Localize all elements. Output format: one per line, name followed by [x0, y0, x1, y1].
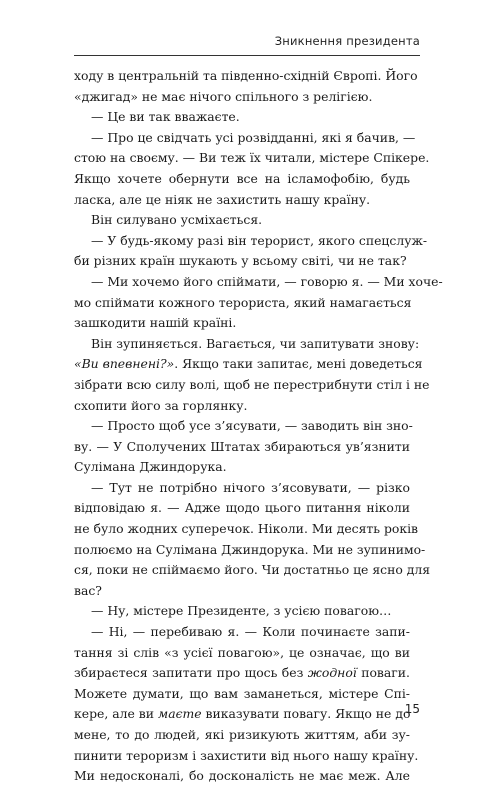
- header-rule: [74, 55, 420, 56]
- text-line: — Це ви так вважаєте.: [91, 109, 240, 125]
- text-line: — Тут не потрібно нічого з’ясовувати, — різко: [91, 479, 410, 495]
- text-line: Можете думати, що вам заманеться, містере Спі-: [74, 685, 410, 701]
- text-line: ву. — У Сполучених Штатах збираються ув’язнити: [74, 438, 410, 454]
- text-line: збираєтеся запитати про щось без жодної поваги.: [74, 665, 410, 681]
- page-number: 15: [404, 702, 420, 716]
- text-line: зашкодити нашій країні.: [74, 315, 237, 331]
- text-line: — Ми хочемо його спіймати, — говорю я. — Ми хоче-: [91, 273, 443, 289]
- text-line: ласка, але це ніяк не захистить нашу країну.: [74, 191, 371, 207]
- text-line: ходу в центральній та південно-східній Європі. Його: [74, 68, 418, 83]
- text-line: «Ви впевнені?». Якщо таки запитає, мені доведеться: [74, 356, 423, 372]
- text-line: полюємо на Сулімана Джиндорука. Ми не зупинимо-: [74, 541, 426, 557]
- text-line: «джигад» не має нічого спільного з релігією.: [74, 88, 373, 104]
- text-line: — Ні, — перебиваю я. — Коли починаєте запи-: [91, 624, 410, 640]
- text-line: Він зупиняється. Вагається, чи запитувати знову:: [91, 335, 420, 351]
- text-line: ся, поки не спіймаємо його. Чи достатньо це ясно для: [74, 562, 431, 578]
- text-line: схопити його за горлянку.: [74, 397, 248, 413]
- text-line: вас?: [74, 582, 102, 598]
- running-head: Зникнення президента: [274, 34, 420, 48]
- text-line: тання зі слів «з усієї повагою», це означає, що ви: [74, 644, 410, 660]
- text-line: би різних країн шукають у всьому світі, чи не так?: [74, 253, 407, 269]
- text-line: Ми недосконалі, бо досконалість не має меж. Але: [74, 768, 410, 784]
- text-line: — Про це свідчать усі розвідданні, які я бачив, —: [91, 129, 416, 145]
- text-line: мо спіймати кожного терориста, який намагається: [74, 294, 412, 310]
- text-line: — Просто щоб усе з’ясувати, — заводить він зно-: [91, 418, 413, 434]
- text-line: кере, але ви маєте виказувати повагу. Якщо не до: [74, 706, 411, 722]
- text-line: відповідаю я. — Адже щодо цього питання ніколи: [74, 500, 410, 516]
- text-line: стою на своєму. — Ви теж їх читали, містере Спікере.: [74, 150, 430, 166]
- text-line: мене, то до людей, які ризикують життям, аби зу-: [74, 727, 410, 742]
- text-line: — У будь-якому разі він терорист, якого спецслуж-: [91, 232, 428, 248]
- text-line: Якщо хочете обернути все на ісламофобію, будь: [74, 170, 410, 186]
- text-line: зібрати всю силу волі, щоб не перестрибнути стіл і не: [74, 376, 430, 392]
- text-line: не було жодних суперечок. Ніколи. Ми десять років: [74, 521, 419, 537]
- text-line: пинити тероризм і захистити від нього нашу країну.: [74, 747, 419, 763]
- text-line: Він силувано усміхається.: [91, 212, 263, 228]
- text-line: — Ну, містере Президенте, з усією повагою…: [91, 603, 392, 619]
- text-line: Сулімана Джиндорука.: [74, 459, 227, 475]
